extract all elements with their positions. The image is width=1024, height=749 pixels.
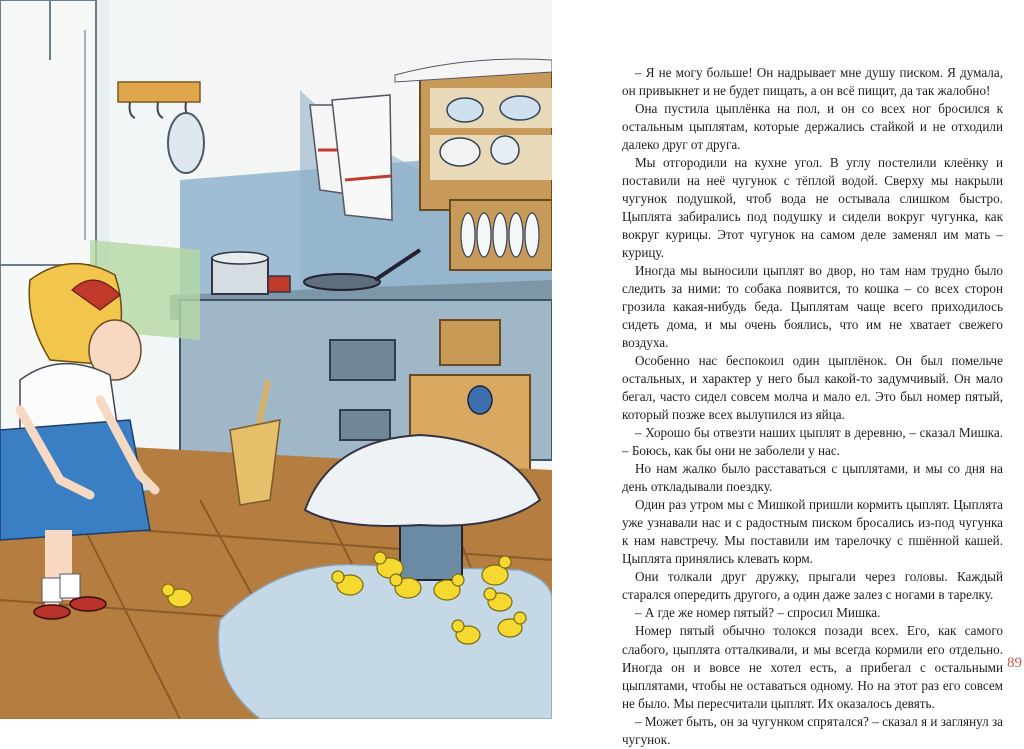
paragraph: Мы отгородили на кухне угол. В углу постелили клеёнку и поставили на неё чугунок с тёплой водой. Сверху мы накрыли чугунок подушкой, чтоб вода не остывала слишком быстро. Цыплята забирались под подушку и сидели вокруг чугунка, как вокруг курицы. Этот чугунок на самом деле заменял им мать – курицу.	[622, 155, 1003, 261]
paragraph: Но нам жалко было расставаться с цыплятами, и мы со дня на день откладывали поездку.	[622, 461, 1003, 495]
paragraph: – Я не могу больше! Он надрывает мне душу писком. Я думала, он привыкнет и не будет пищать, а он всё пищит, да так жалобно!	[622, 65, 1003, 99]
paragraph: Она пустила цыплёнка на пол, и он со всех ног бросился к остальным цыплятам, которые держались стайкой и не отходили далеко друг от друга.	[622, 101, 1003, 153]
page-number: 89	[1007, 655, 1022, 671]
story-text	[622, 64, 1003, 749]
paragraph: Особенно нас беспокоил один цыплёнок. Он был помельче остальных, и характер у него был какой-то задумчивый. Он мало бегал, часто сидел совсем молча и мало ел. Это был номер пятый, который позже всех вылупился из яйца.	[622, 353, 1003, 423]
text-page	[552, 0, 1024, 747]
paragraph: Один раз утром мы с Мишкой пришли кормить цыплят. Цыплята уже узнавали нас и с радостным писком бросались из-под чугунка к нам навстречу. Мы поставили им тарелочку с пшённой кашей. Цыплята принялись клевать корм.	[622, 497, 1003, 567]
paragraph: – А где же номер пятый? – спросил Мишка.	[635, 605, 881, 621]
paragraph: – Может быть, он за чугунком спрятался? – сказал я и заглянул за чугунок.	[622, 713, 1003, 747]
paragraph: Иногда мы выносили цыплят во двор, но там нам трудно было следить за ними: то собака появится, то кошка – со всех сторон грозила какая-нибудь беда. Цыплятам чаще всего приходилось сидеть дома, и мы очень боялись, что им не хватает свежего воздуха.	[622, 263, 1003, 351]
paragraph: Номер пятый обычно толокся позади всех. Его, как самого слабого, цыплята отталкивали, и мы всегда кормили его отдельно. Иногда он и вовсе не хотел есть, а прибегал с остальными цыплятами, чтобы не оставаться одному. Но на этот раз его совсем не было. Мы пересчитали цыплят. Их оказалось девять.	[622, 623, 1003, 711]
paragraph: Они толкали друг дружку, прыгали через головы. Каждый старался опередить другого, а один даже залез с ногами в тарелку.	[622, 569, 1003, 603]
paragraph: – Хорошо бы отвезти наших цыплят в деревню, – сказал Мишка. – Боюсь, как бы они не заболели у нас.	[622, 425, 1003, 459]
